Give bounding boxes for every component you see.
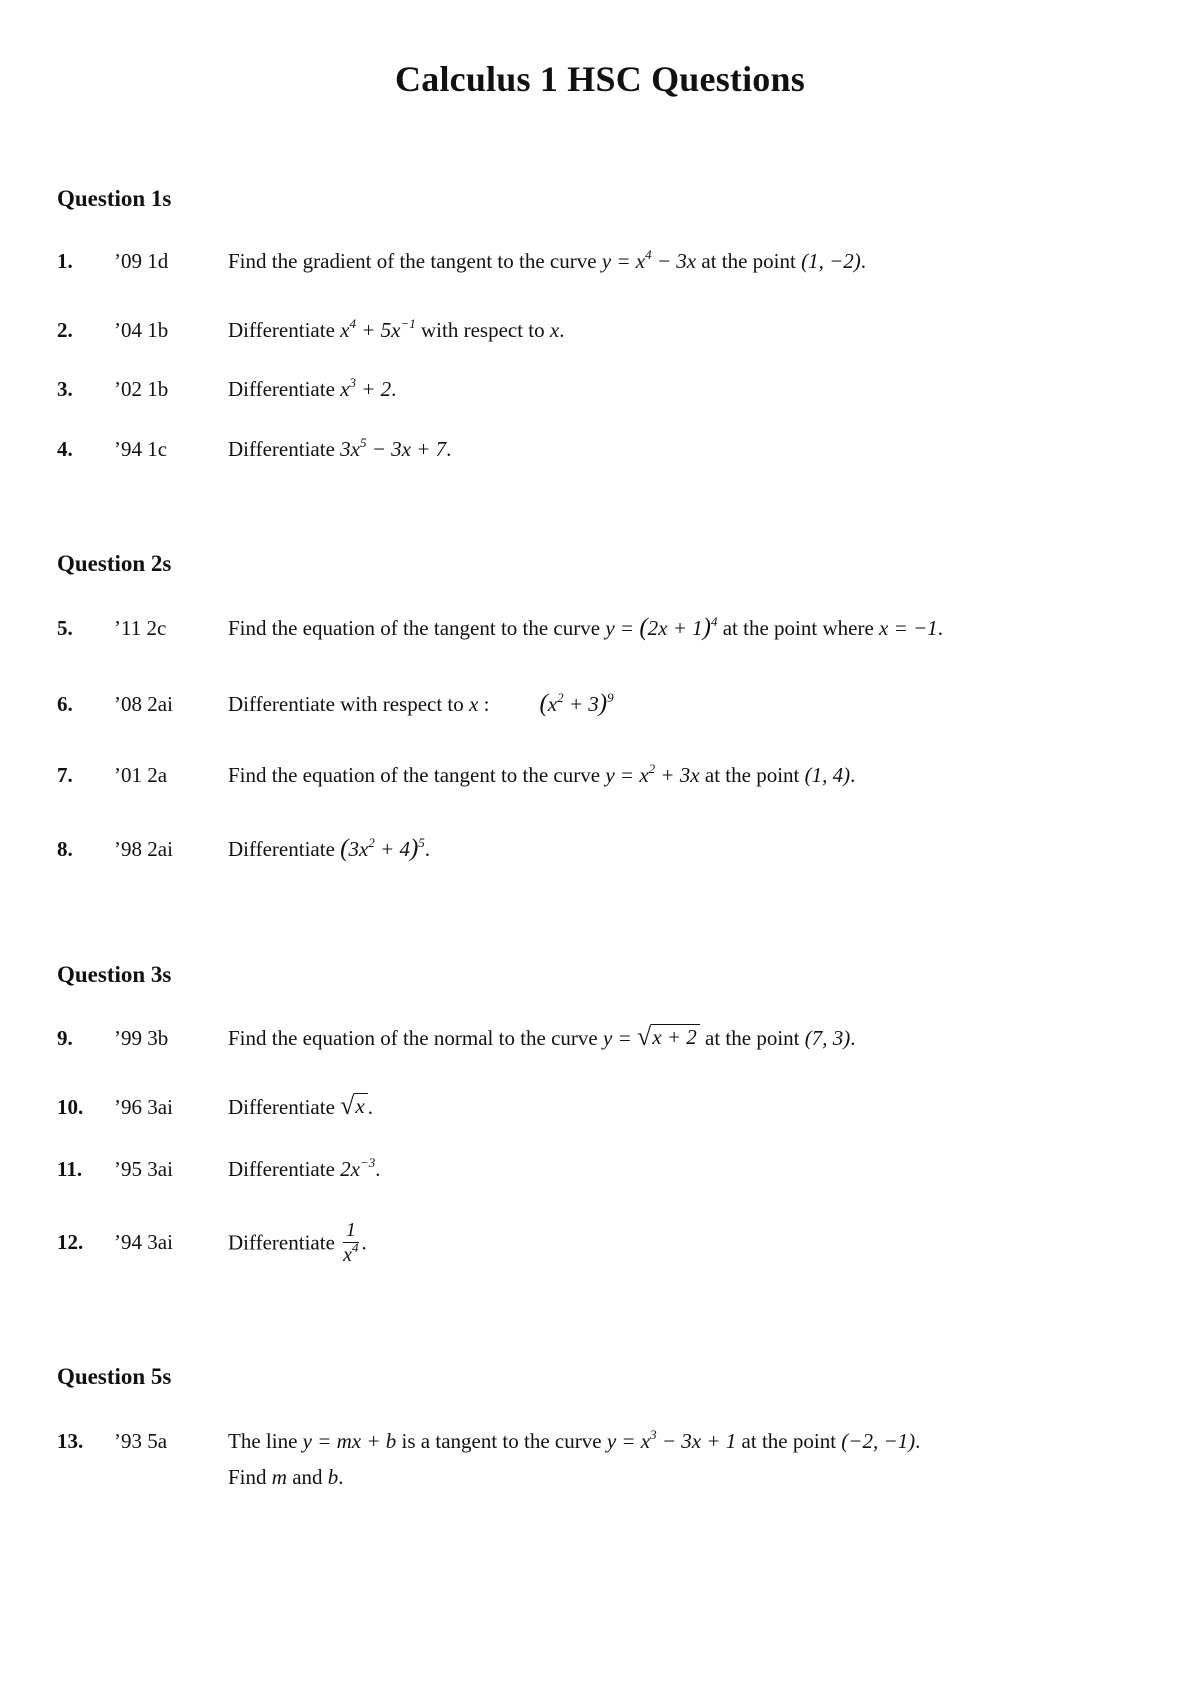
question-6 <box>57 684 1157 724</box>
question-reference: ’96 3ai <box>114 1095 173 1119</box>
page-title: Calculus 1 HSC Questions <box>395 59 805 99</box>
question-text: Differentiate with respect to x : $(x^2 + 3)^9$ <box>228 690 614 717</box>
question-number: 11. <box>57 1157 83 1181</box>
section-heading-1s: Question 1s <box>57 186 172 211</box>
question-number: 10. <box>57 1095 84 1119</box>
question-11 <box>57 1149 1157 1189</box>
section-heading-5s: Question 5s <box>57 1364 172 1389</box>
question-text: Find the equation of the tangent to the curve $y = (2x + 1)^4$ at the point where x = −1. <box>228 614 943 641</box>
question-number: 2. <box>57 318 73 342</box>
question-number: 8. <box>57 837 73 861</box>
question-number: 9. <box>57 1026 73 1050</box>
question-7 <box>57 755 1157 795</box>
question-text: Differentiate $2x^{-3}$. <box>228 1155 381 1181</box>
question-number: 4. <box>57 437 73 461</box>
question-reference: ’99 3b <box>114 1026 169 1050</box>
question-2 <box>57 310 1157 350</box>
question-text: Differentiate $x^4 + 5x^{-1}$ with respect to x. <box>228 316 565 342</box>
section-heading-2s: Question 2s <box>57 551 172 576</box>
question-text: Differentiate $(3x^2 + 4)^5$. <box>228 835 431 862</box>
question-text: Find the gradient of the tangent to the curve $y = x^4 - 3x$ at the point (1, −2). <box>228 247 867 273</box>
question-text: The line y = mx + b is a tangent to the curve $y = x^3 - 3x + 1$ at the point (−2, −1). <box>228 1427 921 1453</box>
square-root-symbol: √ x <box>340 1093 368 1119</box>
question-4 <box>57 429 1157 469</box>
question-text: Differentiate $3x^5 - 3x + 7$. <box>228 435 452 461</box>
question-reference: ’01 2a <box>114 763 168 787</box>
question-reference: ’08 2ai <box>114 692 173 716</box>
square-root-symbol: √ x + 2 <box>637 1024 700 1050</box>
question-text: Differentiate $\frac{1}{x^4}$ . <box>228 1219 367 1266</box>
question-number: 12. <box>57 1230 84 1254</box>
question-number: 7. <box>57 763 73 787</box>
question-number: 5. <box>57 616 73 640</box>
question-text: Differentiate √ x . <box>228 1091 373 1120</box>
question-13 <box>57 1421 1157 1501</box>
question-number: 6. <box>57 692 73 716</box>
question-reference: ’94 3ai <box>114 1230 173 1254</box>
question-number: 1. <box>57 249 73 273</box>
question-text: Differentiate $x^3 + 2$. <box>228 375 397 401</box>
question-reference: ’95 3ai <box>114 1157 173 1181</box>
question-text-line-2: Find m and b. <box>228 1465 344 1489</box>
question-text: Find the equation of the normal to the curve y = √ x + 2 at the point (7, 3). <box>228 1022 856 1051</box>
question-reference: ’02 1b <box>114 377 169 401</box>
question-12 <box>57 1219 1157 1266</box>
question-reference: ’04 1b <box>114 318 169 342</box>
question-reference: ’94 1c <box>114 437 168 461</box>
question-reference: ’11 2c <box>114 616 167 640</box>
question-5 <box>57 608 1157 648</box>
question-10 <box>57 1087 1157 1127</box>
fraction: $\frac{1}{x^4}$ <box>343 1219 359 1266</box>
question-reference: ’93 5a <box>114 1429 168 1453</box>
question-text: Find the equation of the tangent to the curve $y = x^2 + 3x$ at the point (1, 4). <box>228 761 856 787</box>
question-reference: ’98 2ai <box>114 837 173 861</box>
question-1 <box>57 241 1157 281</box>
section-heading-3s: Question 3s <box>57 962 172 987</box>
question-number: 3. <box>57 377 73 401</box>
question-8 <box>57 829 1157 869</box>
question-reference: ’09 1d <box>114 249 169 273</box>
question-9 <box>57 1018 1157 1058</box>
question-number: 13. <box>57 1429 84 1453</box>
question-3 <box>57 369 1157 409</box>
